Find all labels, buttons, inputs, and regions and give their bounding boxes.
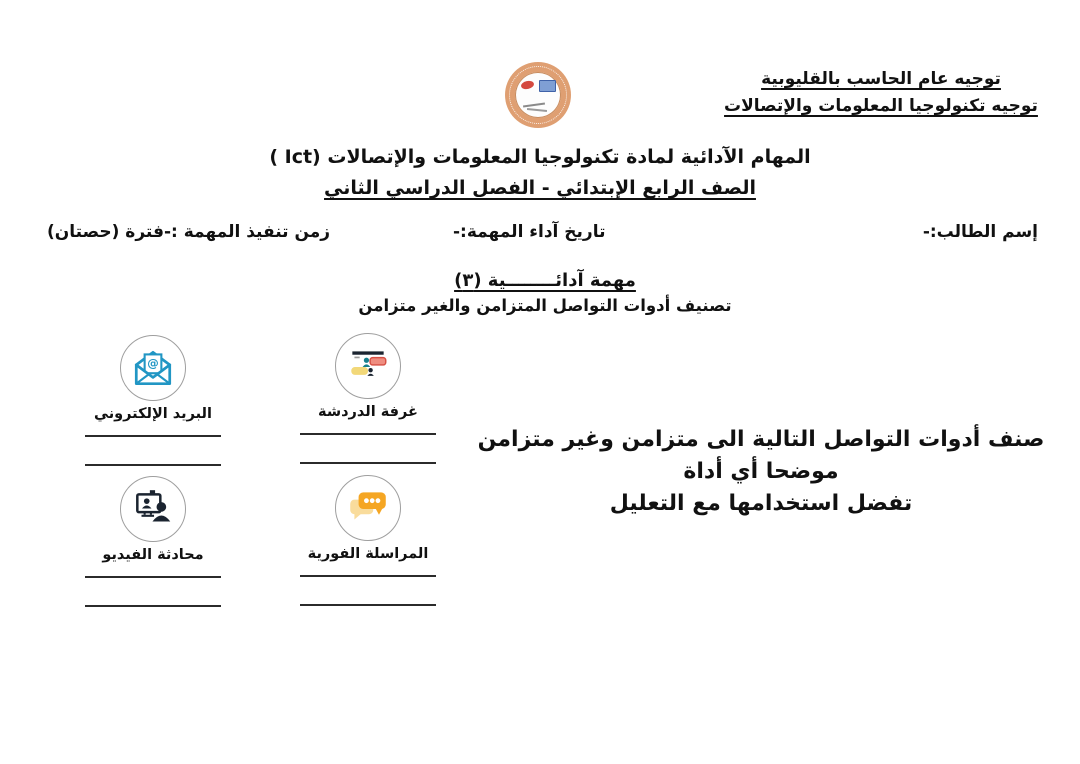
task-heading-block (0, 270, 1080, 315)
tool-email (78, 335, 228, 466)
logo-emblem-art (515, 72, 561, 118)
header-line-2: توجيه تكنولوجيا المعلومات والإتصالات (724, 96, 1038, 117)
email-icon (130, 345, 176, 391)
main-title: المهام الآدائية لمادة تكنولوجيا المعلومات والإتصالات (Ict ) (269, 146, 811, 168)
video-chat-answer-line-1 (85, 576, 221, 578)
instant-messaging-label: المراسلة الفورية (307, 546, 429, 562)
video-chat-label: محادثة الفيديو (102, 547, 204, 563)
tool-instant-messaging (293, 475, 443, 606)
chat-room-icon-circle (335, 333, 401, 399)
prompt-line-1: صنف أدوات التواصل التالية الى متزامن وغير متزامن موضحا أي أداة (477, 427, 1045, 484)
chat-room-answer-line-1 (300, 433, 436, 435)
instant-messaging-icon (345, 485, 391, 531)
video-chat-icon-circle (120, 476, 186, 542)
tool-video-chat (78, 476, 228, 607)
school-emblem-logo (505, 62, 571, 128)
document-titles (0, 142, 1080, 205)
chat-room-icon (344, 342, 392, 390)
video-chat-answer-line-2 (85, 605, 221, 607)
task-subheading: تصنيف أدوات التواصل المتزامن والغير متزامن (358, 296, 732, 315)
email-label: البريد الإلكتروني (94, 406, 212, 422)
header-line-1: توجيه عام الحاسب بالقليوبية (761, 69, 1001, 89)
email-answer-line-1 (85, 435, 221, 437)
instant-messaging-icon-circle (335, 475, 401, 541)
chat-room-label: غرفة الدردشة (318, 404, 418, 420)
task-duration-label: زمن تنفيذ المهمة :-فترة (حصتان) (47, 222, 331, 242)
task-number-heading: مهمة آدائــــــــية (٣) (454, 270, 636, 291)
video-chat-icon (130, 486, 176, 532)
email-icon-circle (120, 335, 186, 401)
tool-chat-room (293, 333, 443, 464)
email-answer-line-2 (85, 464, 221, 466)
logo-scribble-2 (527, 108, 547, 112)
logo-red-shape (520, 80, 534, 91)
logo-scribble-1 (523, 102, 545, 107)
task-prompt (470, 424, 1052, 520)
instant-messaging-answer-line-1 (300, 575, 436, 577)
instant-messaging-answer-line-2 (300, 604, 436, 606)
student-name-label: إسم الطالب:- (922, 222, 1038, 242)
prompt-line-2: تفضل استخدامها مع التعليل (609, 490, 913, 516)
chat-room-answer-line-2 (300, 462, 436, 464)
logo-computer-icon (539, 80, 556, 92)
task-date-label: تاريخ آداء المهمة:- (453, 222, 606, 242)
grade-semester-title: الصف الرابع الإبتدائي - الفصل الدراسي الثاني (324, 177, 756, 200)
svg-text:@: @ (147, 355, 159, 370)
header-right (706, 66, 1056, 120)
